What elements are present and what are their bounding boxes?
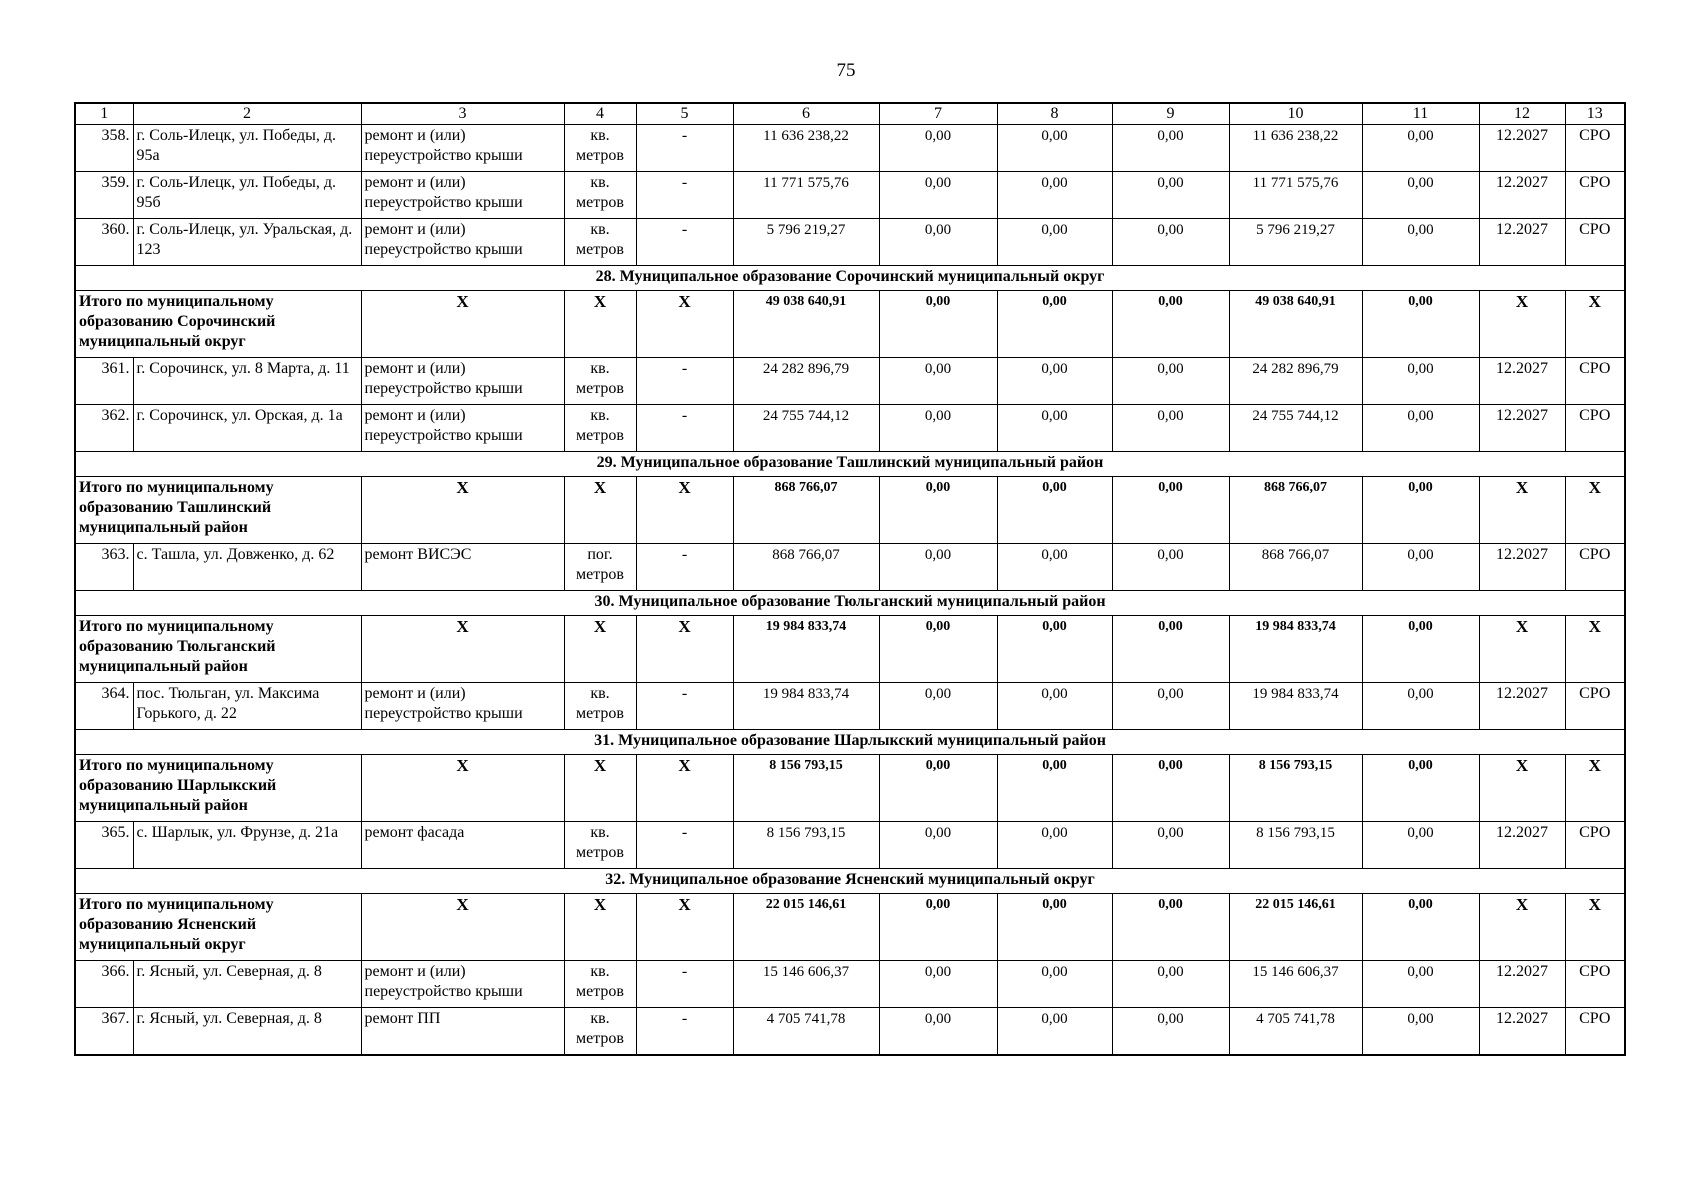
method-cell: СРО [1565,172,1625,219]
deadline-cell: 12.2027 [1479,544,1565,591]
unit-cell: кв. метров [564,125,636,172]
total-cell: X [1565,291,1625,358]
amount-cell: 0,00 [1112,405,1229,452]
volume-cell: - [636,544,733,591]
amount-cell: 0,00 [879,1008,997,1056]
amount-cell: 5 796 219,27 [1229,219,1362,266]
amount-cell: 0,00 [879,961,997,1008]
amount-cell: 0,00 [997,358,1112,405]
table-row [75,683,1625,730]
column-number: 11 [1362,103,1479,125]
amount-cell: 0,00 [1112,544,1229,591]
row-number: 367. [75,1008,133,1056]
section-title: 29. Муниципальное образование Ташлинский муниципальный район [75,452,1625,477]
amount-cell: 0,00 [1112,1008,1229,1056]
row-number: 358. [75,125,133,172]
section-heading-row [75,266,1625,291]
section-title: 28. Муниципальное образование Сорочинский муниципальный округ [75,266,1625,291]
total-amount: 0,00 [1112,755,1229,822]
total-amount: 22 015 146,61 [733,894,879,961]
deadline-cell: 12.2027 [1479,1008,1565,1056]
amount-cell: 0,00 [1362,125,1479,172]
amount-cell: 0,00 [997,822,1112,869]
amount-cell: 0,00 [997,683,1112,730]
unit-cell: кв. метров [564,219,636,266]
total-amount: 0,00 [997,755,1112,822]
volume-cell: - [636,358,733,405]
amount-cell: 11 636 238,22 [733,125,879,172]
amount-cell: 0,00 [1362,544,1479,591]
section-heading-row [75,452,1625,477]
total-cell: X [636,477,733,544]
amount-cell: 0,00 [1112,358,1229,405]
total-label: Итого по муниципальному образованию Сорочинский муниципальный округ [75,291,361,358]
address-cell: г. Ясный, ул. Северная, д. 8 [133,961,361,1008]
amount-cell: 0,00 [879,544,997,591]
total-amount: 19 984 833,74 [1229,616,1362,683]
amount-cell: 11 636 238,22 [1229,125,1362,172]
total-amount: 0,00 [879,616,997,683]
total-cell: X [1479,755,1565,822]
section-title: 30. Муниципальное образование Тюльганский муниципальный район [75,591,1625,616]
column-number: 9 [1112,103,1229,125]
row-number: 362. [75,405,133,452]
table-row [75,822,1625,869]
work-type-cell: ремонт и (или) переустройство крыши [361,961,564,1008]
total-cell: X [564,477,636,544]
amount-cell: 24 282 896,79 [1229,358,1362,405]
total-amount: 868 766,07 [1229,477,1362,544]
total-amount: 0,00 [997,291,1112,358]
amount-cell: 0,00 [1362,172,1479,219]
section-heading-row [75,730,1625,755]
method-cell: СРО [1565,219,1625,266]
row-number: 364. [75,683,133,730]
row-number: 359. [75,172,133,219]
total-label: Итого по муниципальному образованию Ташлинский муниципальный район [75,477,361,544]
method-cell: СРО [1565,544,1625,591]
amount-cell: 0,00 [997,1008,1112,1056]
amount-cell: 8 156 793,15 [1229,822,1362,869]
table-body [75,103,1625,1055]
address-cell: г. Ясный, ул. Северная, д. 8 [133,1008,361,1056]
column-number: 1 [75,103,133,125]
amount-cell: 24 755 744,12 [733,405,879,452]
total-cell: X [361,616,564,683]
total-amount: 19 984 833,74 [733,616,879,683]
total-row [75,755,1625,822]
amount-cell: 868 766,07 [1229,544,1362,591]
amount-cell: 24 282 896,79 [733,358,879,405]
section-title: 32. Муниципальное образование Ясненский муниципальный округ [75,869,1625,894]
amount-cell: 11 771 575,76 [1229,172,1362,219]
amount-cell: 0,00 [1362,822,1479,869]
total-amount: 49 038 640,91 [733,291,879,358]
unit-cell: пог. метров [564,544,636,591]
total-cell: X [636,616,733,683]
total-amount: 0,00 [879,894,997,961]
capital-repair-table [74,102,1626,1056]
total-row [75,616,1625,683]
column-number: 10 [1229,103,1362,125]
volume-cell: - [636,683,733,730]
amount-cell: 0,00 [879,683,997,730]
table-row [75,219,1625,266]
amount-cell: 0,00 [879,125,997,172]
deadline-cell: 12.2027 [1479,683,1565,730]
amount-cell: 0,00 [879,219,997,266]
address-cell: с. Шарлык, ул. Фрунзе, д. 21а [133,822,361,869]
address-cell: с. Ташла, ул. Довженко, д. 62 [133,544,361,591]
total-amount: 0,00 [879,755,997,822]
total-amount: 0,00 [1112,616,1229,683]
column-number: 4 [564,103,636,125]
amount-cell: 0,00 [1112,172,1229,219]
deadline-cell: 12.2027 [1479,219,1565,266]
deadline-cell: 12.2027 [1479,172,1565,219]
total-cell: X [361,291,564,358]
volume-cell: - [636,822,733,869]
amount-cell: 0,00 [1362,405,1479,452]
amount-cell: 0,00 [1112,683,1229,730]
total-cell: X [1479,477,1565,544]
deadline-cell: 12.2027 [1479,822,1565,869]
volume-cell: - [636,405,733,452]
total-amount: 0,00 [997,894,1112,961]
total-row [75,894,1625,961]
amount-cell: 15 146 606,37 [1229,961,1362,1008]
total-cell: X [564,291,636,358]
column-number: 2 [133,103,361,125]
section-heading-row [75,591,1625,616]
method-cell: СРО [1565,961,1625,1008]
amount-cell: 15 146 606,37 [733,961,879,1008]
method-cell: СРО [1565,683,1625,730]
unit-cell: кв. метров [564,961,636,1008]
amount-cell: 0,00 [997,405,1112,452]
unit-cell: кв. метров [564,172,636,219]
amount-cell: 24 755 744,12 [1229,405,1362,452]
amount-cell: 0,00 [879,405,997,452]
amount-cell: 0,00 [1112,961,1229,1008]
total-row [75,291,1625,358]
address-cell: пос. Тюльган, ул. Максима Горького, д. 22 [133,683,361,730]
amount-cell: 0,00 [997,544,1112,591]
total-amount: 0,00 [1362,291,1479,358]
total-cell: X [1479,894,1565,961]
amount-cell: 4 705 741,78 [733,1008,879,1056]
column-number: 8 [997,103,1112,125]
total-amount: 0,00 [1112,477,1229,544]
amount-cell: 0,00 [997,125,1112,172]
total-amount: 0,00 [1112,291,1229,358]
work-type-cell: ремонт и (или) переустройство крыши [361,172,564,219]
total-label: Итого по муниципальному образованию Тюльганский муниципальный район [75,616,361,683]
total-cell: X [564,894,636,961]
amount-cell: 8 156 793,15 [733,822,879,869]
total-cell: X [564,755,636,822]
total-cell: X [1479,291,1565,358]
column-number: 7 [879,103,997,125]
table-row [75,125,1625,172]
amount-cell: 0,00 [997,219,1112,266]
volume-cell: - [636,219,733,266]
amount-cell: 0,00 [1112,822,1229,869]
total-amount: 868 766,07 [733,477,879,544]
amount-cell: 0,00 [879,822,997,869]
total-amount: 0,00 [997,477,1112,544]
total-label: Итого по муниципальному образованию Шарлыкский муниципальный район [75,755,361,822]
row-number: 361. [75,358,133,405]
total-amount: 0,00 [997,616,1112,683]
address-cell: г. Сорочинск, ул. 8 Марта, д. 11 [133,358,361,405]
method-cell: СРО [1565,1008,1625,1056]
unit-cell: кв. метров [564,1008,636,1056]
amount-cell: 19 984 833,74 [733,683,879,730]
column-number-row [75,103,1625,125]
column-number: 12 [1479,103,1565,125]
total-amount: 49 038 640,91 [1229,291,1362,358]
total-cell: X [636,755,733,822]
deadline-cell: 12.2027 [1479,405,1565,452]
total-amount: 0,00 [1362,616,1479,683]
row-number: 360. [75,219,133,266]
row-number: 365. [75,822,133,869]
table-row [75,961,1625,1008]
column-number: 5 [636,103,733,125]
method-cell: СРО [1565,125,1625,172]
work-type-cell: ремонт и (или) переустройство крыши [361,219,564,266]
amount-cell: 0,00 [879,172,997,219]
total-label: Итого по муниципальному образованию Ясненский муниципальный округ [75,894,361,961]
deadline-cell: 12.2027 [1479,961,1565,1008]
total-cell: X [361,755,564,822]
amount-cell: 0,00 [1112,125,1229,172]
table-row [75,358,1625,405]
total-cell: X [361,477,564,544]
total-cell: X [361,894,564,961]
work-type-cell: ремонт фасада [361,822,564,869]
row-number: 366. [75,961,133,1008]
section-title: 31. Муниципальное образование Шарлыкский муниципальный район [75,730,1625,755]
unit-cell: кв. метров [564,822,636,869]
work-type-cell: ремонт и (или) переустройство крыши [361,683,564,730]
amount-cell: 0,00 [1362,683,1479,730]
deadline-cell: 12.2027 [1479,358,1565,405]
amount-cell: 0,00 [1362,1008,1479,1056]
amount-cell: 0,00 [997,172,1112,219]
amount-cell: 4 705 741,78 [1229,1008,1362,1056]
total-cell: X [564,616,636,683]
volume-cell: - [636,172,733,219]
address-cell: г. Соль-Илецк, ул. Победы, д. 95б [133,172,361,219]
total-cell: X [1565,477,1625,544]
amount-cell: 0,00 [1362,219,1479,266]
table-row [75,1008,1625,1056]
total-amount: 0,00 [1362,477,1479,544]
total-cell: X [1565,616,1625,683]
table-row [75,405,1625,452]
volume-cell: - [636,1008,733,1056]
total-amount: 0,00 [1362,894,1479,961]
row-number: 363. [75,544,133,591]
work-type-cell: ремонт и (или) переустройство крыши [361,405,564,452]
total-amount: 8 156 793,15 [1229,755,1362,822]
total-amount: 0,00 [1112,894,1229,961]
page-number: 75 [836,60,856,81]
total-amount: 0,00 [879,291,997,358]
total-cell: X [1565,894,1625,961]
amount-cell: 0,00 [879,358,997,405]
total-cell: X [636,894,733,961]
method-cell: СРО [1565,822,1625,869]
table-row [75,172,1625,219]
total-cell: X [1565,755,1625,822]
total-amount: 22 015 146,61 [1229,894,1362,961]
work-type-cell: ремонт и (или) переустройство крыши [361,125,564,172]
section-heading-row [75,869,1625,894]
amount-cell: 0,00 [1362,961,1479,1008]
total-row [75,477,1625,544]
amount-cell: 19 984 833,74 [1229,683,1362,730]
volume-cell: - [636,125,733,172]
column-number: 3 [361,103,564,125]
amount-cell: 5 796 219,27 [733,219,879,266]
deadline-cell: 12.2027 [1479,125,1565,172]
method-cell: СРО [1565,358,1625,405]
total-amount: 8 156 793,15 [733,755,879,822]
column-number: 13 [1565,103,1625,125]
total-cell: X [1479,616,1565,683]
amount-cell: 0,00 [997,961,1112,1008]
total-amount: 0,00 [1362,755,1479,822]
amount-cell: 0,00 [1362,358,1479,405]
work-type-cell: ремонт и (или) переустройство крыши [361,358,564,405]
table-row [75,544,1625,591]
amount-cell: 0,00 [1112,219,1229,266]
method-cell: СРО [1565,405,1625,452]
amount-cell: 11 771 575,76 [733,172,879,219]
address-cell: г. Сорочинск, ул. Орская, д. 1а [133,405,361,452]
column-number: 6 [733,103,879,125]
work-type-cell: ремонт ВИСЭС [361,544,564,591]
address-cell: г. Соль-Илецк, ул. Уральская, д. 123 [133,219,361,266]
address-cell: г. Соль-Илецк, ул. Победы, д. 95а [133,125,361,172]
total-cell: X [636,291,733,358]
unit-cell: кв. метров [564,358,636,405]
total-amount: 0,00 [879,477,997,544]
volume-cell: - [636,961,733,1008]
unit-cell: кв. метров [564,405,636,452]
unit-cell: кв. метров [564,683,636,730]
work-type-cell: ремонт ПП [361,1008,564,1056]
amount-cell: 868 766,07 [733,544,879,591]
